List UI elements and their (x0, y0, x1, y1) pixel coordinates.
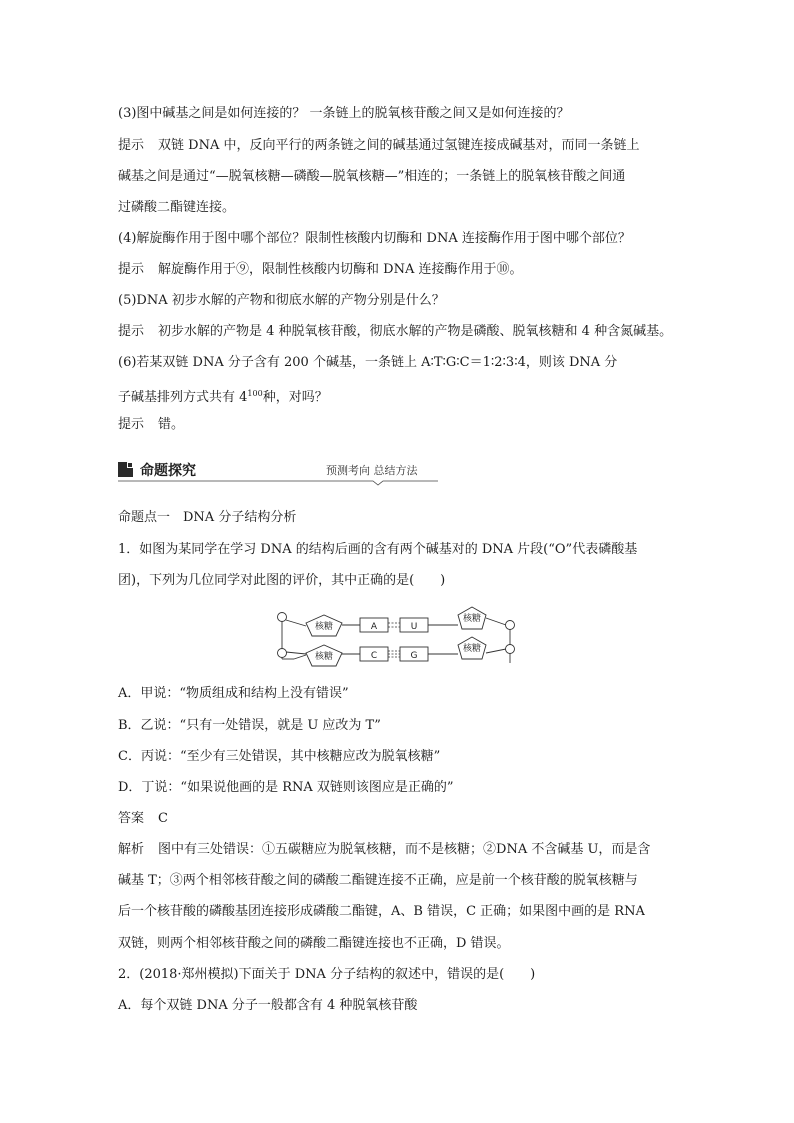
base-label-c: C (370, 651, 378, 661)
sugar-label: 核糖 (462, 614, 482, 624)
section-rule (118, 480, 438, 486)
tip-6-line1 (118, 415, 184, 435)
sugar-label: 核糖 (462, 644, 482, 654)
tip-5-line1 (118, 322, 672, 342)
question-6-text-end: 种，对吗？ (262, 390, 328, 405)
tip-text: 解旋酶作用于⑨，限制性核酸内切酶和 DNA 连接酶作用于⑩。 (158, 262, 523, 277)
point-1-title: 命题点一 DNA 分子结构分析 (118, 510, 297, 525)
section-title: 命题探究 (140, 463, 196, 479)
base-label-u: U (410, 622, 418, 632)
analysis-line1 (118, 840, 650, 860)
analysis-line2: 碱基 T；③两个相邻核苷酸之间的磷酸二酯键连接不正确，应是前一个核苷酸的脱氧核糖与 (118, 873, 638, 888)
problem-1-stem-line1: 1．如图为某同学在学习 DNA 的结构后画的含有两个碱基对的 DNA 片段(“O”代表磷酸基 (118, 542, 638, 557)
base-label-g: G (410, 651, 418, 661)
tip-label: 提示 (118, 324, 145, 339)
analysis-line3: 后一个核苷酸的磷酸基团连接形成磷酸二酯键，A、B 错误，C 正确；如果图中画的是 RNA (118, 904, 645, 919)
problem-1-stem-line2: 团)，下列为几位同学对此图的评价，其中正确的是( ) (118, 573, 446, 588)
tip-3-line1 (118, 136, 639, 156)
tip-label: 提示 (118, 138, 145, 153)
question-6-line1: (6)若某双链 DNA 分子含有 200 个碱基，一条链上 A∶T∶G∶C＝1∶2∶3∶4，则该 DNA 分 (118, 355, 618, 370)
answer (118, 809, 168, 829)
dna-fragment-diagram (272, 603, 522, 671)
answer-label: 答案 (118, 811, 145, 826)
phosphate-circle (506, 621, 515, 630)
option-b: B．乙说：“只有一处错误，就是 U 应改为 T” (118, 718, 381, 733)
tip-3-line2: 碱基之间是通过“—脱氧核糖—磷酸—脱氧核糖—”相连的；一条链上的脱氧核苷酸之间通 (118, 169, 626, 184)
analysis-text: 图中有三处错误：①五碳糖应为脱氧核糖，而不是核糖；②DNA 不含碱基 U，而是含 (158, 842, 651, 857)
sugar-label: 核糖 (314, 622, 334, 632)
question-4: (4)解旋酶作用于图中哪个部位？限制性核酸内切酶和 DNA 连接酶作用于图中哪个部位？ (118, 231, 631, 246)
tip-text: 初步水解的产物是 4 种脱氧核苷酸，彻底水解的产物是磷酸、脱氧核糖和 4 种含氮碱基。 (158, 324, 673, 339)
question-5: (5)DNA 初步水解的产物和彻底水解的产物分别是什么？ (118, 293, 445, 308)
option-d: D．丁说：“如果说他画的是 RNA 双链则该图应是正确的” (118, 780, 454, 795)
option-a: A．甲说：“物质组成和结构上没有错误” (118, 686, 349, 701)
answer-value: C (158, 811, 168, 826)
question-6-line2 (118, 384, 328, 408)
problem-2-option-a: A．每个双链 DNA 分子一般都含有 4 种脱氧核苷酸 (118, 998, 418, 1013)
question-6-text: 子碱基排列方式共有 4 (118, 390, 248, 405)
tip-label: 提示 (118, 262, 145, 277)
phosphate-circle (278, 613, 287, 622)
tip-text: 错。 (158, 417, 185, 432)
exponent: 100 (247, 389, 263, 398)
phosphate-circle (506, 645, 515, 654)
section-header (118, 458, 438, 484)
analysis-label: 解析 (118, 842, 145, 857)
option-c: C．丙说：“至少有三处错误，其中核糖应改为脱氧核糖” (118, 749, 441, 764)
section-subtitle: 预测考向 总结方法 (326, 464, 418, 477)
problem-2-stem: 2．(2018·郑州模拟)下面关于 DNA 分子结构的叙述中，错误的是( ) (118, 967, 536, 982)
tip-text: 双链 DNA 中，反向平行的两条链之间的碱基通过氢键连接成碱基对，而同一条链上 (158, 138, 640, 153)
tip-label: 提示 (118, 417, 145, 432)
section-square-icon (118, 462, 133, 477)
phosphate-circle (278, 649, 287, 658)
tip-3-line3: 过磷酸二酯键连接。 (118, 200, 236, 215)
question-3: (3)图中碱基之间是如何连接的？ 一条链上的脱氧核苷酸之间又是如何连接的？ (118, 106, 570, 121)
sugar-label: 核糖 (314, 652, 334, 662)
base-label-a: A (370, 622, 378, 632)
tip-4-line1 (118, 260, 522, 280)
analysis-line4: 双链，则两个相邻核苷酸之间的磷酸二酯键连接也不正确，D 错误。 (118, 936, 510, 951)
